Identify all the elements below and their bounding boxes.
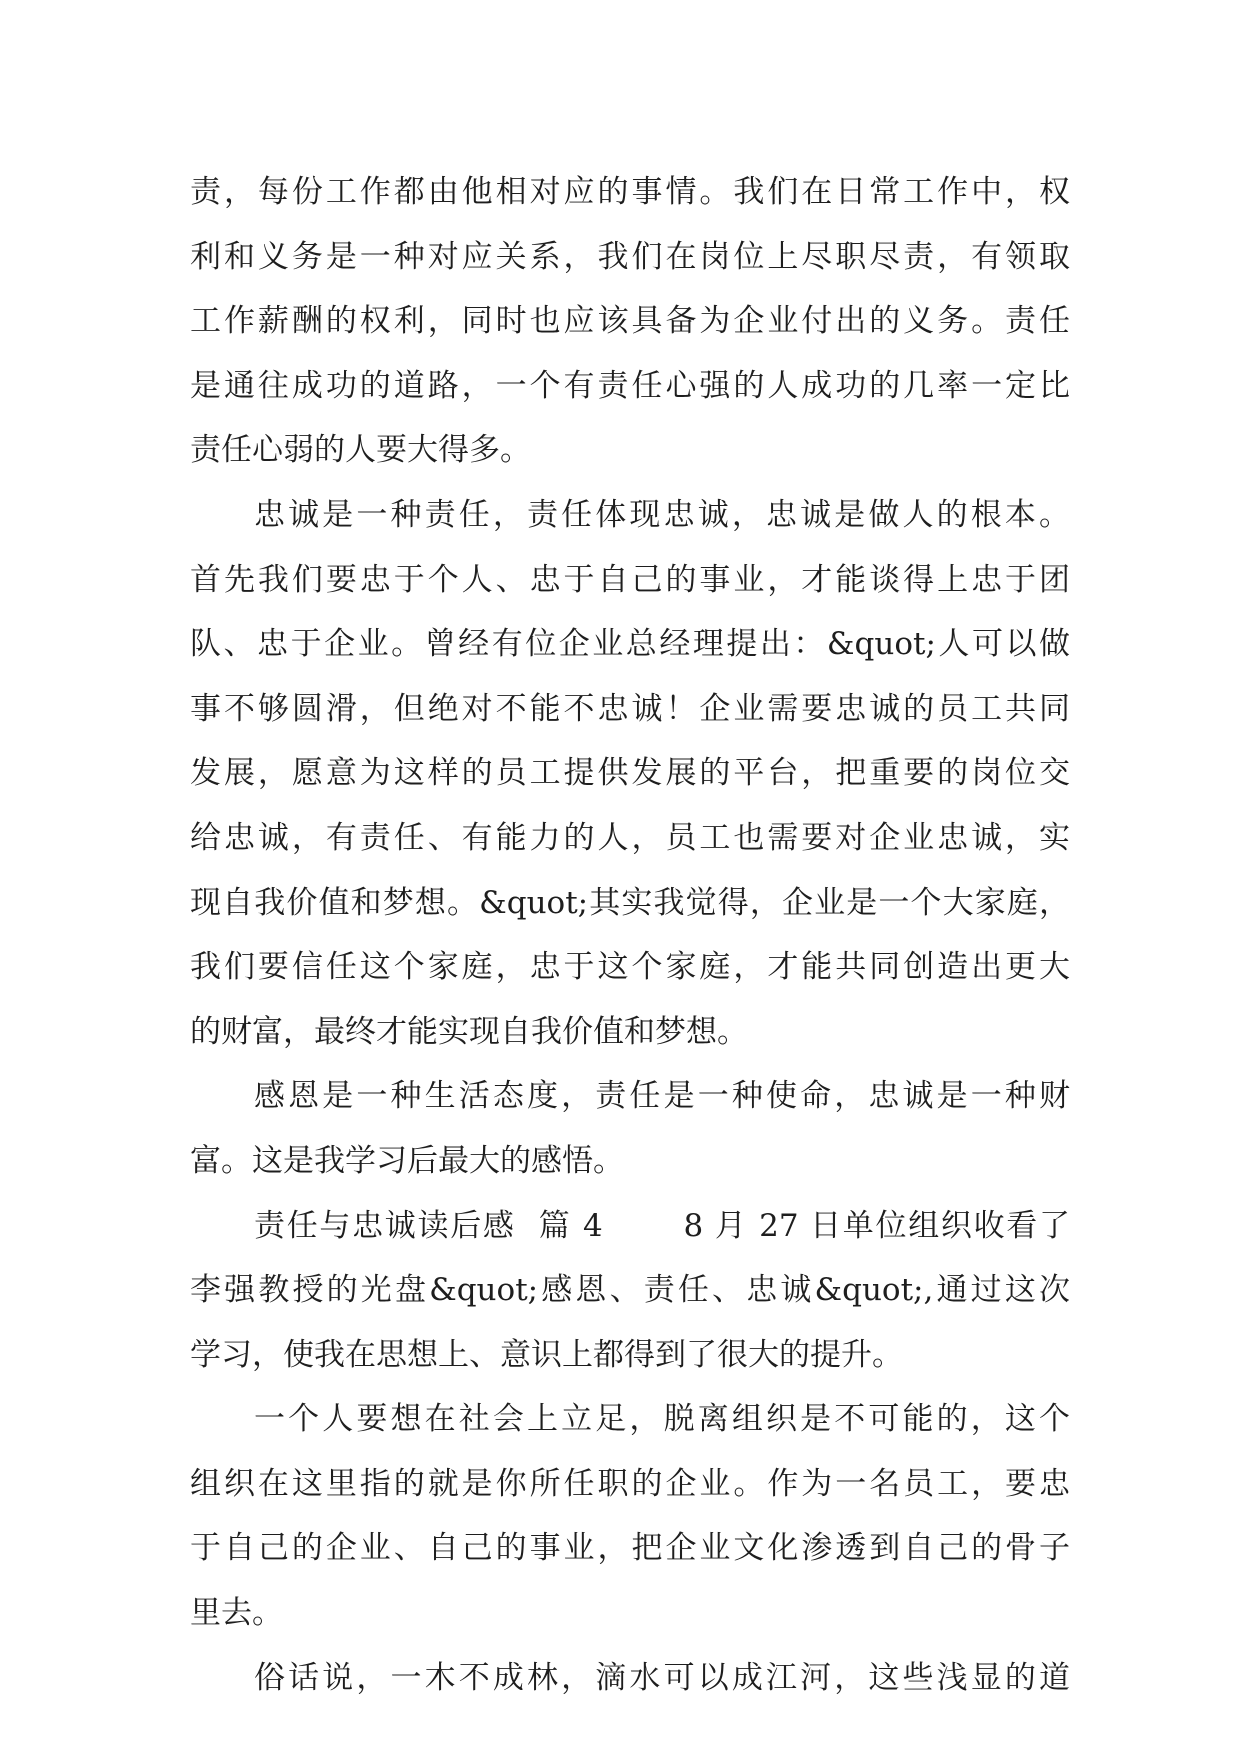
text-line: 现自我价值和梦想。&quot;其实我觉得，企业是一个大家庭， bbox=[190, 884, 1070, 921]
text-line: 感恩是一种生活态度，责任是一种使命，忠诚是一种财 bbox=[254, 1078, 1070, 1115]
text-line: 学习，使我在思想上、意识上都得到了很大的提升。 bbox=[190, 1336, 903, 1373]
text-line: 是通往成功的道路，一个有责任心强的人成功的几率一定比 bbox=[190, 367, 1070, 404]
text-line: 一个人要想在社会上立足，脱离组织是不可能的，这个 bbox=[254, 1401, 1070, 1438]
text-line: 责任与忠诚读后感 篇 4 8 月 27 日单位组织收看了 bbox=[254, 1207, 1070, 1244]
text-line: 忠诚是一种责任，责任体现忠诚，忠诚是做人的根本。 bbox=[254, 496, 1070, 533]
text-line: 工作薪酬的权利，同时也应该具备为企业付出的义务。责任 bbox=[190, 303, 1070, 340]
text-line: 富。这是我学习后最大的感悟。 bbox=[190, 1142, 624, 1179]
text-line: 于自己的企业、自己的事业，把企业文化渗透到自己的骨子 bbox=[190, 1530, 1070, 1567]
text-line: 的财富，最终才能实现自我价值和梦想。 bbox=[190, 1013, 748, 1050]
text-line: 队、忠于企业。曾经有位企业总经理提出：&quot;人可以做 bbox=[190, 626, 1070, 663]
text-line: 李强教授的光盘&quot;感恩、责任、忠诚&quot;,通过这次 bbox=[190, 1272, 1070, 1309]
text-line: 给忠诚，有责任、有能力的人，员工也需要对企业忠诚，实 bbox=[190, 819, 1070, 856]
document-body bbox=[190, 160, 1070, 1710]
text-line: 事不够圆滑，但绝对不能不忠诚！企业需要忠诚的员工共同 bbox=[190, 690, 1070, 727]
text-line: 责，每份工作都由他相对应的事情。我们在日常工作中，权 bbox=[190, 174, 1070, 210]
text-line: 利和义务是一种对应关系，我们在岗位上尽职尽责，有领取 bbox=[190, 238, 1070, 275]
text-line: 我们要信任这个家庭，忠于这个家庭，才能共同创造出更大 bbox=[190, 949, 1070, 986]
text-line: 组织在这里指的就是你所任职的企业。作为一名员工，要忠 bbox=[190, 1465, 1070, 1502]
text-line: 里去。 bbox=[190, 1595, 283, 1632]
text-line: 发展，愿意为这样的员工提供发展的平台，把重要的岗位交 bbox=[190, 755, 1070, 792]
text-line: 俗话说，一木不成林，滴水可以成江河，这些浅显的道 bbox=[254, 1659, 1070, 1696]
text-line: 首先我们要忠于个人、忠于自己的事业，才能谈得上忠于团 bbox=[190, 561, 1070, 598]
text-line: 责任心弱的人要大得多。 bbox=[190, 432, 531, 469]
